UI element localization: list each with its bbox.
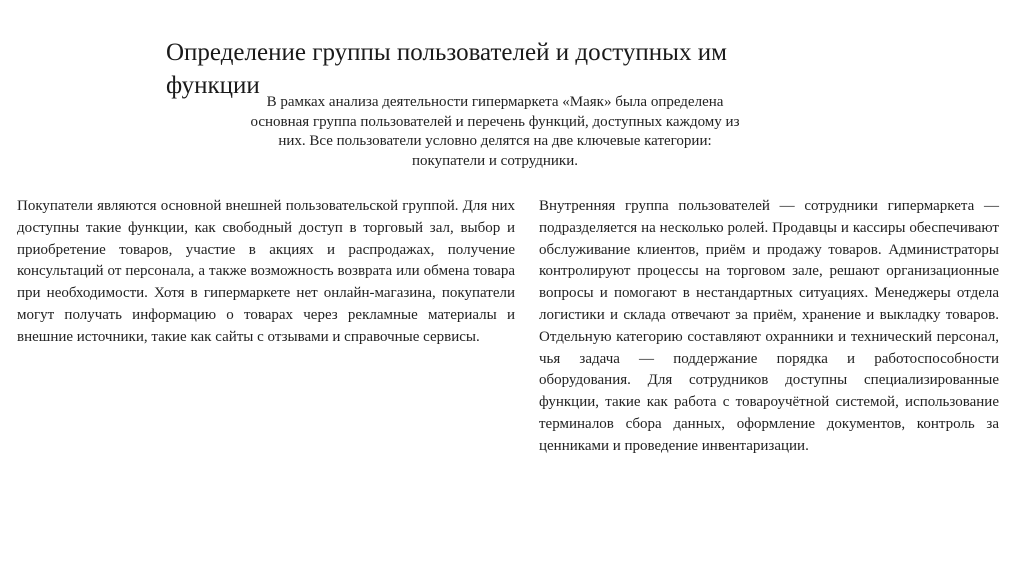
slide-title: Определение группы пользователей и доступных им функции [166, 39, 727, 99]
customers-paragraph: Покупатели являются основной внешней пользовательской группой. Для них доступны такие функции, как свободный доступ в торговый зал, выбор и приобретение товаров, участие в акциях и распродажах, получение консультаций от персонала, а также возможность возврата или обмена товара при необходимости. Хотя в гипермаркете нет онлайн-магазина, покупатели могут получать информацию о товарах через рекламные материалы и внешние источники, такие как сайты с отзывами и справочные сервисы. [17, 198, 515, 345]
intro-paragraph: В рамках анализа деятельности гипермаркета «Маяк» была определена основная группа пользователей и перечень функций, доступных каждому из них. Все пользователи условно делятся на две ключевые категории: покупатели и сотрудники. [250, 94, 740, 169]
employees-paragraph: Внутренняя группа пользователей — сотрудники гипермаркета — подразделяется на несколько ролей. Продавцы и кассиры обеспечивают обслуживание клиентов, приём и продажу товаров. Администраторы контролируют процессы на торговом зале, решают организационные вопросы и помогают в нестандартных ситуациях. Менеджеры отдела логистики и склада отвечают за приём, хранение и выкладку товаров. Отдельную категорию составляют охранники и технический персонал, чья задача — поддержание порядка и работоспособности оборудования. Для сотрудников доступны специализированные функции, такие как работа с товароучётной системой, использование терминалов сбора данных, оформление документов, контроль за ценниками и проведение инвентаризации. [539, 198, 999, 454]
